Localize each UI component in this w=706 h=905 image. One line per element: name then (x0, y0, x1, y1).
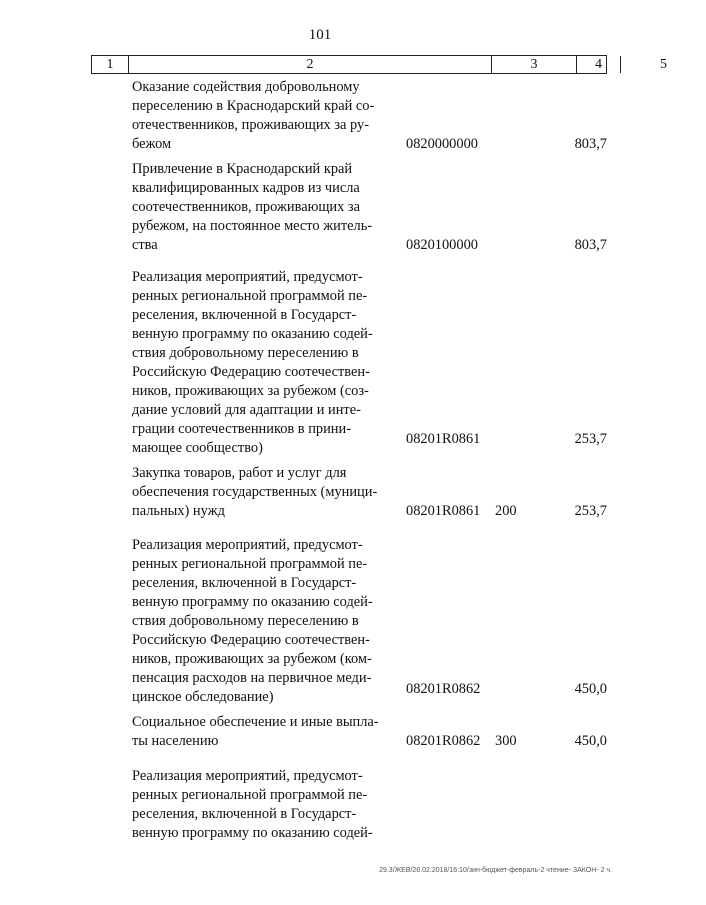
row-vr: 300 (495, 733, 517, 749)
row-code: 08201R0862 (406, 681, 481, 697)
row-description: Оказание содействия добровольному переселению в Краснодарский край со- отечественников, проживающих за ру- бежом (132, 79, 375, 152)
row-description: Привлечение в Краснодарский край квалифицированных кадров из числа соотечественников, проживающих за рубежом, на постоянное место житель- ства (132, 161, 373, 253)
row-code: 08201R0861 (406, 431, 481, 447)
row-code: 0820000000 (406, 136, 478, 152)
page-number: 101 (308, 27, 332, 43)
row-description: Социальное обеспечение и иные выпла- ты населению (132, 714, 379, 749)
row-amount: 253,7 (574, 503, 607, 519)
row-amount: 450,0 (574, 681, 607, 697)
header-col-1: 1 (92, 56, 129, 73)
header-col-5: 5 (660, 57, 667, 72)
header-col-3: 3 (492, 56, 577, 73)
row-description: Реализация мероприятий, предусмот- ренных региональной программой пе- реселения, включенной в Государст- венную программу по оказанию содей- ствия добровольному переселению в Российскую Федерацию соотечествен- ников, проживающих за рубежом (соз- дание условий для адаптации и инте- грации соотечественников в прини- мающее сообщество) (132, 269, 373, 456)
row-code: 08201R0861 (406, 503, 481, 519)
table-header (91, 55, 667, 74)
row-amount: 803,7 (574, 136, 607, 152)
row-description: Закупка товаров, работ и услуг для обеспечения государственных (муници- пальных) нужд (132, 465, 378, 519)
footer-stamp: 29.3/ЖЕВ/28.02.2018/16:10/зин-бюджет-февраль-2 чтение- ЗАКОН- 2 ч. (379, 867, 612, 874)
row-code: 08201R0862 (406, 733, 481, 749)
row-vr: 200 (495, 503, 517, 519)
row-code: 0820100000 (406, 237, 478, 253)
header-col-2: 2 (129, 56, 492, 73)
header-col-4: 4 (577, 56, 621, 73)
row-amount: 450,0 (574, 733, 607, 749)
row-description: Реализация мероприятий, предусмот- ренных региональной программой пе- реселения, включенной в Государст- венную программу по оказанию содей- ствия добровольному переселению в Российскую Федерацию соотечествен- ников, проживающих за рубежом (ком- пенсация расходов на первичное меди- цинское обследование) (132, 537, 373, 705)
row-description: Реализация мероприятий, предусмот- ренных региональной программой пе- реселения, включенной в Государст- венную программу по оказанию содей- (132, 768, 373, 841)
row-amount: 803,7 (574, 237, 607, 253)
row-amount: 253,7 (574, 431, 607, 447)
